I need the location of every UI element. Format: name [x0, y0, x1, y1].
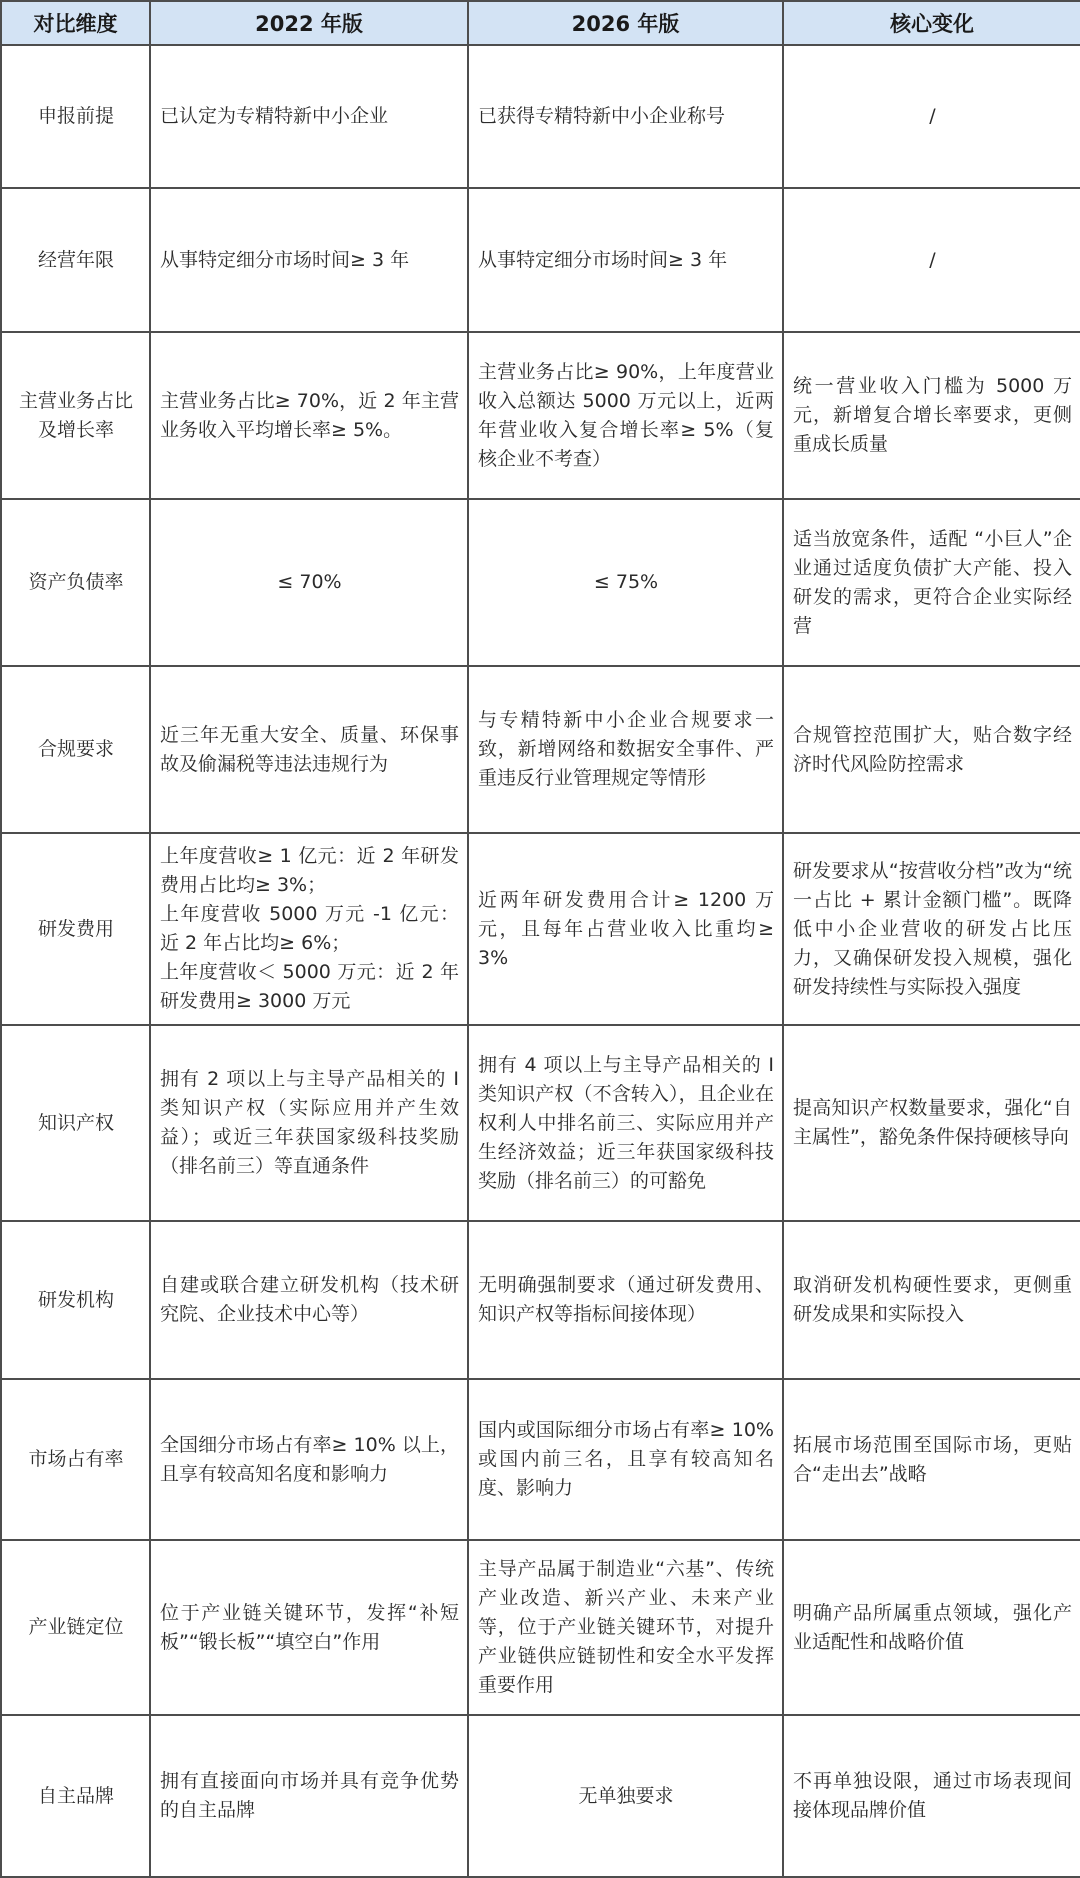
table-row	[1, 666, 1080, 833]
change-cell: 拓展市场范围至国际市场，更贴合“走出去”战略	[783, 1379, 1080, 1540]
dimension-cell: 研发费用	[1, 833, 150, 1025]
dimension-cell: 知识产权	[1, 1025, 150, 1221]
v2022-cell: ≤ 70%	[150, 499, 468, 666]
v2026-cell: 主导产品属于制造业“六基”、传统产业改造、新兴产业、未来产业等，位于产业链关键环节，对提升产业链供应链韧性和安全水平发挥重要作用	[468, 1540, 783, 1715]
v2026-cell: 近两年研发费用合计≥ 1200 万元，且每年占营业收入比重均≥ 3%	[468, 833, 783, 1025]
v2022-cell: 拥有 2 项以上与主导产品相关的 I 类知识产权（实际应用并产生效益）；或近三年获国家级科技奖励（排名前三）等直通条件	[150, 1025, 468, 1221]
v2026-cell: 拥有 4 项以上与主导产品相关的 I 类知识产权（不含转入），且企业在权利人中排名前三、实际应用并产生经济效益；近三年获国家级科技奖励（排名前三）的可豁免	[468, 1025, 783, 1221]
change-cell: 研发要求从“按营收分档”改为“统一占比 + 累计金额门槛”。既降低中小企业营收的研发占比压力，又确保研发投入规模，强化研发持续性与实际投入强度	[783, 833, 1080, 1025]
dimension-cell: 产业链定位	[1, 1540, 150, 1715]
table-row	[1, 1379, 1080, 1540]
v2026-cell: 与专精特新中小企业合规要求一致，新增网络和数据安全事件、严重违反行业管理规定等情形	[468, 666, 783, 833]
v2026-cell: 主营业务占比≥ 90%，上年度营业收入总额达 5000 万元以上，近两年营业收入复合增长率≥ 5%（复核企业不考查）	[468, 332, 783, 499]
v2026-cell: 无单独要求	[468, 1715, 783, 1877]
table-row	[1, 45, 1080, 188]
v2022-cell: 全国细分市场占有率≥ 10% 以上，且享有较高知名度和影响力	[150, 1379, 468, 1540]
v2026-cell: 已获得专精特新中小企业称号	[468, 45, 783, 188]
change-cell: 取消研发机构硬性要求，更侧重研发成果和实际投入	[783, 1221, 1080, 1379]
rd-tier-line: 上年度营收 5000 万元 -1 亿元：近 2 年占比均≥ 6%；	[160, 903, 459, 954]
header-2022-version: 2022 年版	[150, 1, 468, 45]
table-row	[1, 1025, 1080, 1221]
table-row	[1, 332, 1080, 499]
v2022-cell: 从事特定细分市场时间≥ 3 年	[150, 188, 468, 332]
change-cell: 合规管控范围扩大，贴合数字经济时代风险防控需求	[783, 666, 1080, 833]
change-cell: /	[783, 45, 1080, 188]
table-row	[1, 1221, 1080, 1379]
header-dimension: 对比维度	[1, 1, 150, 45]
change-cell: 统一营业收入门槛为 5000 万元，新增复合增长率要求，更侧重成长质量	[783, 332, 1080, 499]
dimension-cell: 市场占有率	[1, 1379, 150, 1540]
rd-tier-line: 上年度营收≥ 1 亿元：近 2 年研发费用占比均≥ 3%；	[160, 845, 459, 896]
dimension-cell: 自主品牌	[1, 1715, 150, 1877]
change-cell: /	[783, 188, 1080, 332]
dimension-cell: 研发机构	[1, 1221, 150, 1379]
v2022-cell: 主营业务占比≥ 70%，近 2 年主营业务收入平均增长率≥ 5%。	[150, 332, 468, 499]
v2022-cell	[150, 833, 468, 1025]
dimension-cell: 资产负债率	[1, 499, 150, 666]
v2026-cell: 无明确强制要求（通过研发费用、知识产权等指标间接体现）	[468, 1221, 783, 1379]
table-row	[1, 1715, 1080, 1877]
table-row	[1, 1540, 1080, 1715]
dimension-cell: 经营年限	[1, 188, 150, 332]
dimension-cell: 申报前提	[1, 45, 150, 188]
v2022-cell: 已认定为专精特新中小企业	[150, 45, 468, 188]
v2022-cell: 近三年无重大安全、质量、环保事故及偷漏税等违法违规行为	[150, 666, 468, 833]
v2022-cell: 自建或联合建立研发机构（技术研究院、企业技术中心等）	[150, 1221, 468, 1379]
header-row	[1, 1, 1080, 45]
change-cell: 适当放宽条件，适配 “小巨人”企业通过适度负债扩大产能、投入研发的需求，更符合企业实际经营	[783, 499, 1080, 666]
rd-tier-line: 上年度营收＜ 5000 万元：近 2 年研发费用≥ 3000 万元	[160, 961, 459, 1012]
header-core-change: 核心变化	[783, 1, 1080, 45]
v2026-cell: 国内或国际细分市场占有率≥ 10% 或国内前三名，且享有较高知名度、影响力	[468, 1379, 783, 1540]
table-header	[1, 1, 1080, 45]
v2026-cell: 从事特定细分市场时间≥ 3 年	[468, 188, 783, 332]
table-body	[1, 45, 1080, 1877]
table-row	[1, 188, 1080, 332]
table-row	[1, 833, 1080, 1025]
change-cell: 不再单独设限，通过市场表现间接体现品牌价值	[783, 1715, 1080, 1877]
v2022-cell: 拥有直接面向市场并具有竞争优势的自主品牌	[150, 1715, 468, 1877]
table-row	[1, 499, 1080, 666]
v2022-cell: 位于产业链关键环节，发挥“补短板”“锻长板”“填空白”作用	[150, 1540, 468, 1715]
change-cell: 提高知识产权数量要求，强化“自主属性”，豁免条件保持硬核导向	[783, 1025, 1080, 1221]
change-cell: 明确产品所属重点领域，强化产业适配性和战略价值	[783, 1540, 1080, 1715]
header-2026-version: 2026 年版	[468, 1, 783, 45]
v2026-cell: ≤ 75%	[468, 499, 783, 666]
dimension-cell: 主营业务占比及增长率	[1, 332, 150, 499]
dimension-cell: 合规要求	[1, 666, 150, 833]
